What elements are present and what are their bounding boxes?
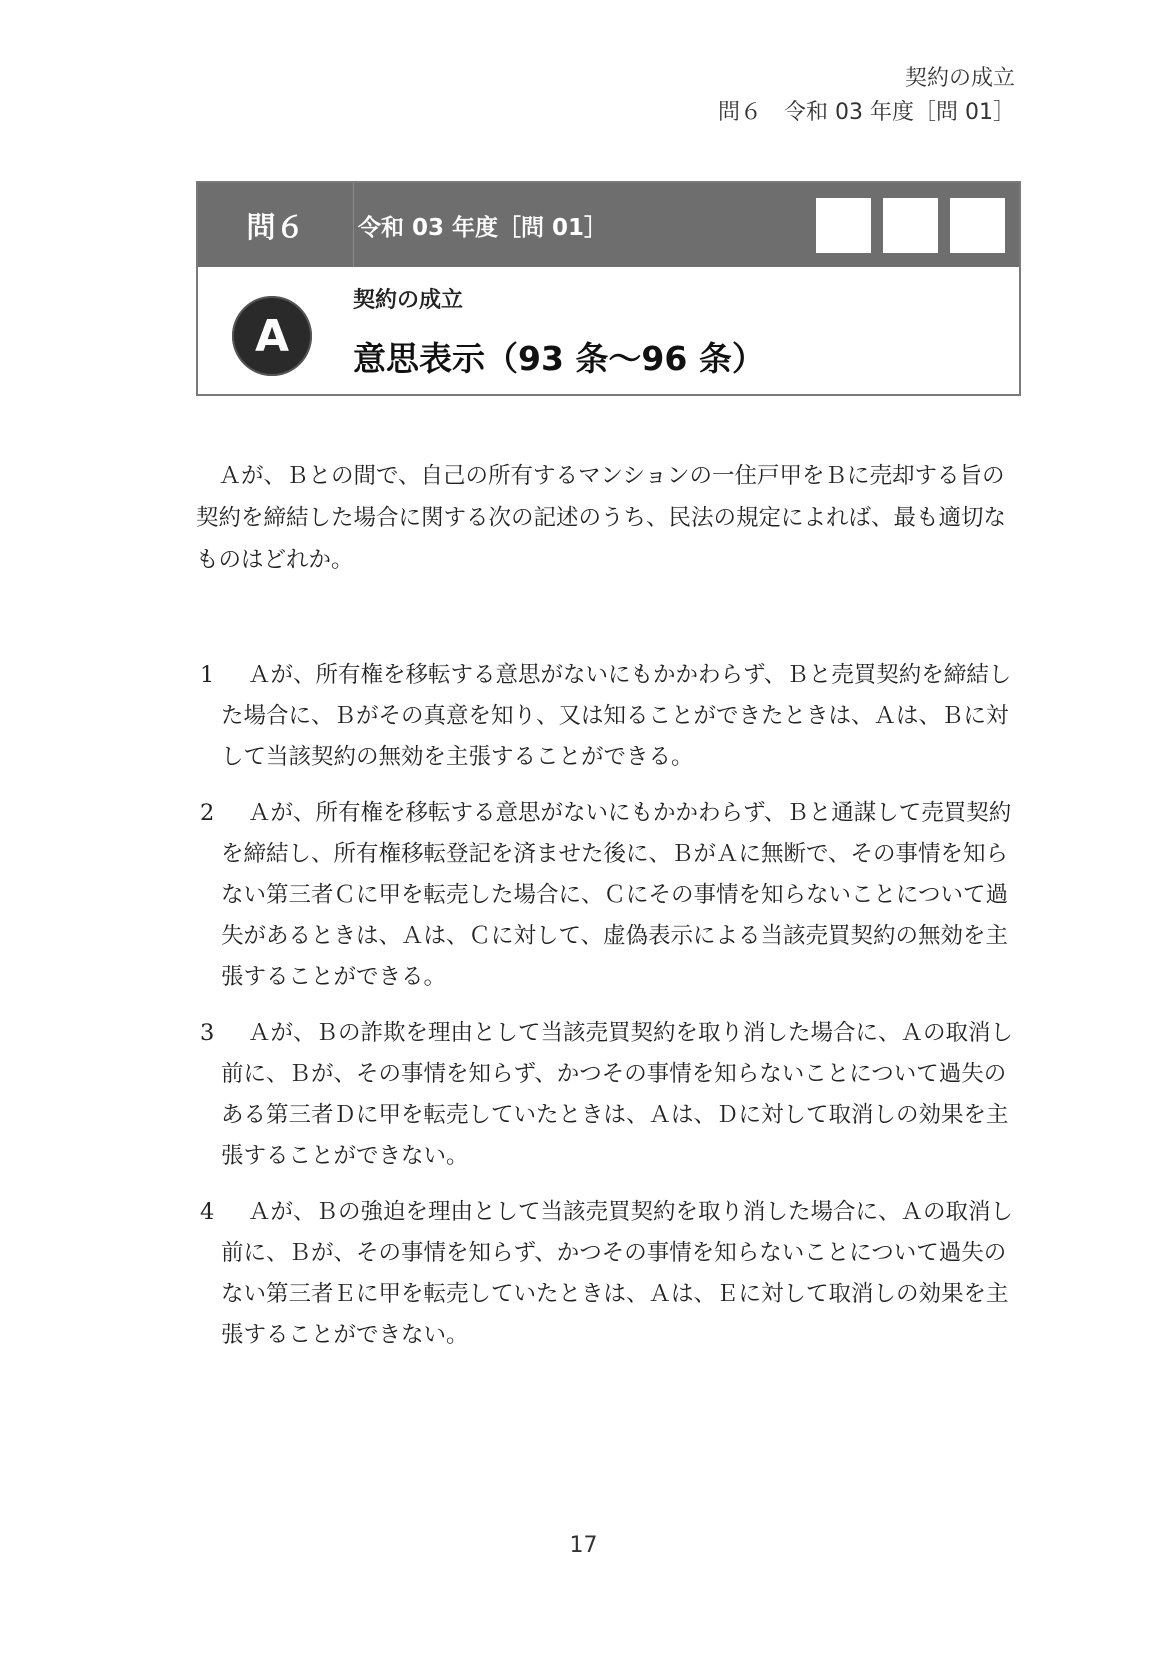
choice-number: 2 xyxy=(200,800,215,826)
page-number: 17 xyxy=(569,1533,598,1558)
choice-text: Ａが、Ｂの強迫を理由として当該売買契約を取り消した場合に、Ａの取消し前に、Ｂが、その事情を知らず、かつその事情を知らないことについて過失のない第三者Ｅに甲を転売していたときは、Ａは、Ｅに対して取消しの効果を主張することができない。 xyxy=(221,1199,1014,1348)
rank-badge: A xyxy=(232,296,312,376)
choice-item-3 xyxy=(196,1013,1021,1177)
choice-item-2 xyxy=(196,793,1021,998)
choice-list xyxy=(196,655,1021,1371)
question-category: 契約の成立 xyxy=(353,288,464,313)
question-header xyxy=(198,183,1019,267)
running-head xyxy=(718,62,1015,130)
question-topic: 意思表示（93 条～96 条） xyxy=(353,339,765,378)
check-box-1[interactable] xyxy=(816,198,871,253)
check-box-2[interactable] xyxy=(883,198,938,253)
choice-number: 4 xyxy=(200,1199,215,1225)
check-boxes xyxy=(816,198,1005,253)
choice-number: 1 xyxy=(200,662,215,688)
question-year: 令和 03 年度［問 01］ xyxy=(358,214,608,241)
question-stem: Ａが、Ｂとの間で、自己の所有するマンションの一住戸甲をＢに売却する旨の契約を締結した場合に関する次の記述のうち、民法の規定によれば、最も適切なものはどれか。 xyxy=(196,463,1007,573)
running-head-category: 契約の成立 xyxy=(904,66,1015,91)
choice-text: Ａが、所有権を移転する意思がないにもかかわらず、Ｂと通謀して売買契約を締結し、所有権移転登記を済ませた後に、ＢがＡに無断で、その事情を知らない第三者Ｃに甲を転売した場合に、Ｃにその事情を知らないことについて過失があるときは、Ａは、Ｃに対して、虚偽表示による当該売買契約の無効を主張することができる。 xyxy=(221,800,1012,990)
choice-text: Ａが、Ｂの詐欺を理由として当該売買契約を取り消した場合に、Ａの取消し前に、Ｂが、その事情を知らず、かつその事情を知らないことについて過失のある第三者Ｄに甲を転売していたときは、Ａは、Ｄに対して取消しの効果を主張することができない。 xyxy=(221,1020,1014,1169)
choice-text: Ａが、所有権を移転する意思がないにもかかわらず、Ｂと売買契約を締結した場合に、Ｂがその真意を知り、又は知ることができたときは、Ａは、Ｂに対して当該契約の無効を主張することができる。 xyxy=(221,662,1012,770)
check-box-3[interactable] xyxy=(950,198,1005,253)
choice-number: 3 xyxy=(200,1020,215,1046)
choice-item-1 xyxy=(196,655,1021,778)
question-box xyxy=(196,181,1021,396)
choice-item-4 xyxy=(196,1192,1021,1356)
question-number: 問６ xyxy=(198,183,354,267)
running-head-question-ref: 問６ 令和 03 年度［問 01］ xyxy=(718,100,1015,125)
